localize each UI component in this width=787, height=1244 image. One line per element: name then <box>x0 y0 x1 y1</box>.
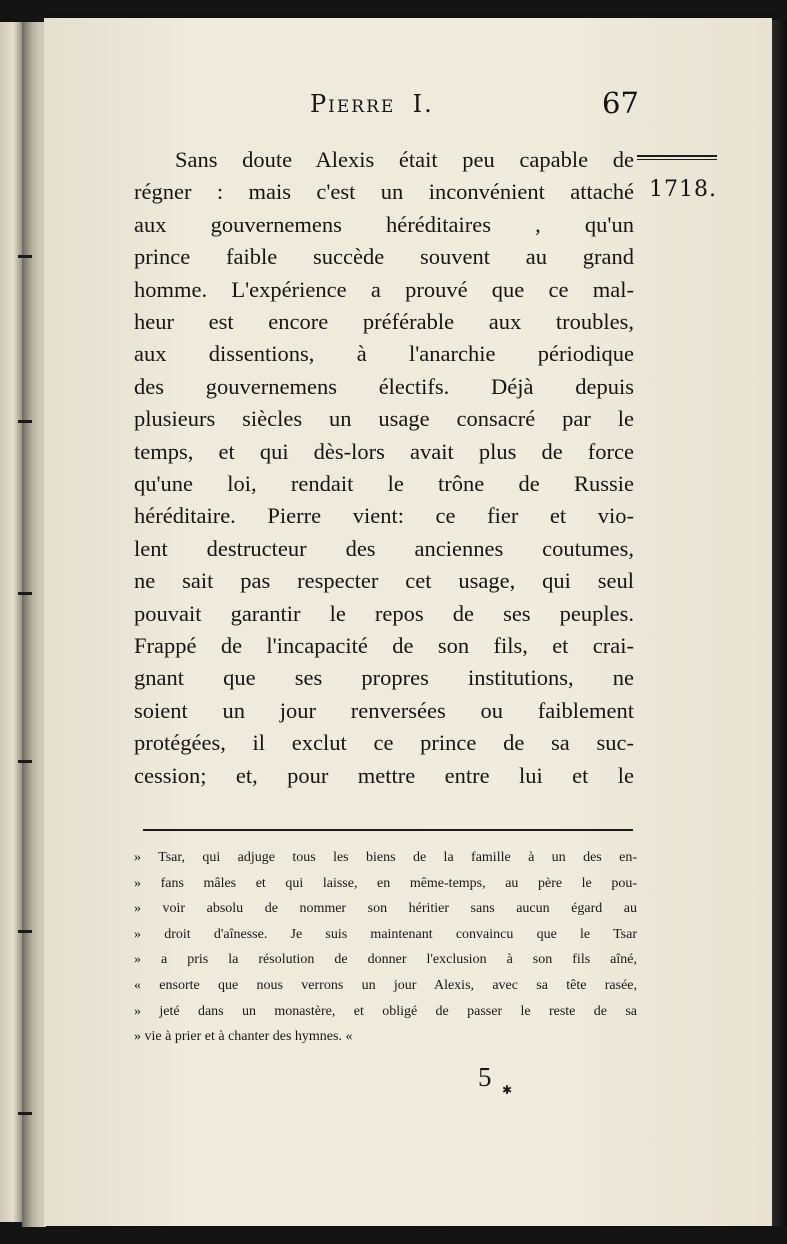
previous-page-edge <box>0 22 22 1222</box>
body-line: héréditaire. Pierre vient: ce fier et vio- <box>134 503 634 529</box>
margin-rule <box>637 155 717 160</box>
body-line: des gouvernemens électifs. Déjà depuis <box>134 373 634 399</box>
body-line: gnant que ses propres institutions, ne <box>134 665 634 691</box>
footnote-line: » vie à prier et à chanter des hymnes. « <box>134 1029 353 1045</box>
book-gutter <box>22 22 46 1227</box>
body-line: plusieurs siècles un usage consacré par le <box>134 406 634 432</box>
footnote-line: » fans mâles et qui laisse, en même-temps, au père le pou- <box>134 875 637 891</box>
footnote-line: » Tsar, qui adjuge tous les biens de la famille à un des en- <box>134 850 637 865</box>
body-line: qu'une loi, rendait le trône de Russie <box>134 471 634 496</box>
footnote-line: » voir absolu de nommer son héritier sans aucun égard au <box>134 901 637 917</box>
body-line: temps, et qui dès-lors avait plus de force <box>134 438 634 464</box>
right-page-edge <box>772 20 787 1226</box>
binding-mark <box>18 1112 32 1115</box>
body-line: Frappé de l'incapacité de son fils, et crai- <box>134 633 634 658</box>
running-title-cap: P <box>310 90 329 118</box>
body-line: régner : mais c'est un inconvénient attaché <box>134 179 634 205</box>
footnote-line: » droit d'aînesse. Je suis maintenant convaincu que le Tsar <box>134 926 637 942</box>
binding-mark <box>18 592 32 595</box>
page-number: 67 <box>602 86 639 120</box>
body-line: Sans doute Alexis était peu capable de <box>175 147 634 172</box>
margin-year: 1718. <box>649 177 717 202</box>
body-line: cession; et, pour mettre entre lui et le <box>134 762 634 788</box>
binding-mark <box>18 255 32 258</box>
footnote-rule <box>143 829 633 831</box>
binding-mark <box>18 760 32 763</box>
body-line: pouvait garantir le repos de ses peuples. <box>134 600 634 626</box>
body-line: prince faible succède souvent au grand <box>134 244 634 270</box>
body-line: homme. L'expérience a prouvé que ce mal- <box>134 276 634 302</box>
running-title <box>310 90 434 118</box>
binding-mark <box>18 930 32 933</box>
footnote-line: « ensorte que nous verrons un jour Alexis, avec sa tête rasée, <box>134 978 637 993</box>
footnote-line: » jeté dans un monastère, et obligé de passer le reste de sa <box>134 1003 637 1019</box>
body-line: ne sait pas respecter cet usage, qui seul <box>134 568 634 594</box>
footnote-line: » a pris la résolution de donner l'exclusion à son fils aîné, <box>134 952 637 968</box>
body-line: protégées, il exclut ce prince de sa suc- <box>134 730 634 756</box>
body-line: soient un jour renversées ou faiblement <box>134 697 634 723</box>
body-line: aux gouvernemens héréditaires , qu'un <box>134 211 634 237</box>
body-line: aux dissentions, à l'anarchie périodique <box>134 341 634 367</box>
signature-mark: 5 <box>478 1062 492 1092</box>
body-line: heur est encore préférable aux troubles, <box>134 309 634 334</box>
running-title-rest: IERRE <box>328 97 396 117</box>
running-title-numeral: I. <box>412 90 434 118</box>
signature-star-icon: ✱ <box>502 1083 513 1097</box>
binding-mark <box>18 420 32 423</box>
body-line: lent destructeur des anciennes coutumes, <box>134 535 634 561</box>
